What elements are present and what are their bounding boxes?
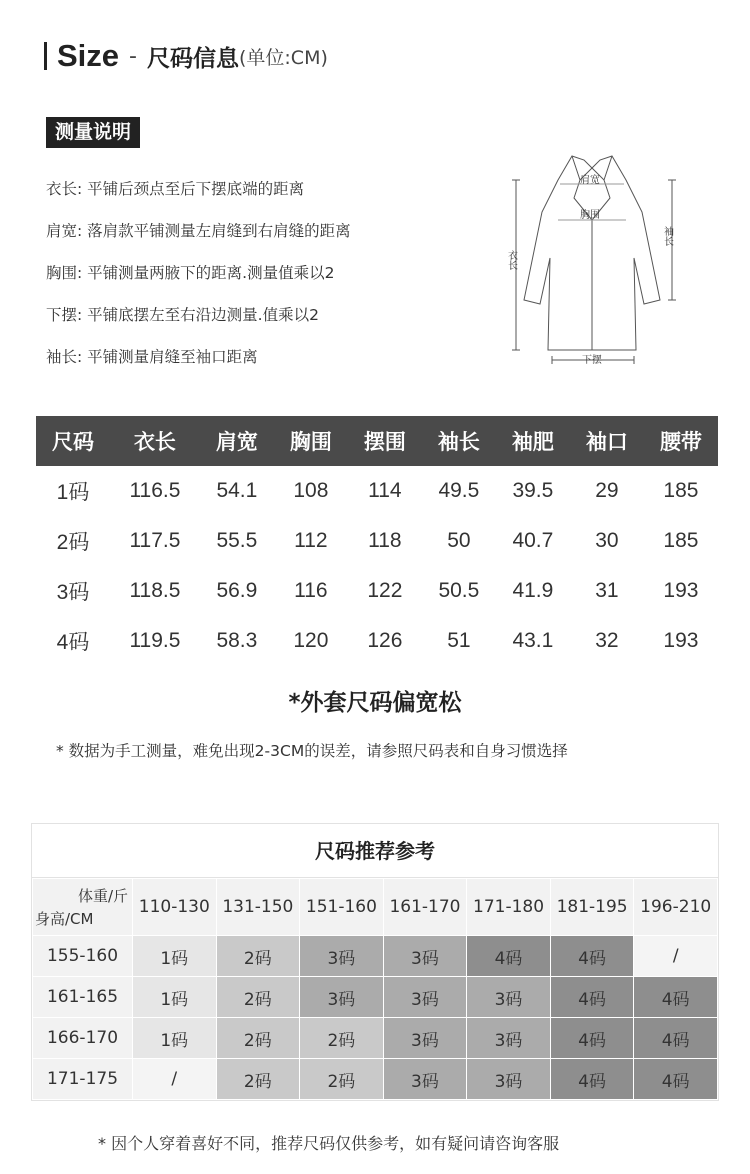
recommend-cell: 4码 (634, 1018, 718, 1059)
diagonal-header-cell (33, 879, 133, 936)
height-range: 166-170 (33, 1018, 133, 1059)
weight-range: 110-130 (133, 879, 217, 936)
table-row (36, 516, 718, 566)
table-cell: 185 (663, 529, 699, 552)
header-dash: - (129, 43, 137, 69)
table-cell: 41.9 (512, 579, 554, 602)
table-cell: 112 (294, 529, 328, 552)
weight-range: 131-150 (216, 879, 300, 936)
table-cell: 30 (595, 529, 619, 552)
table-cell: 193 (663, 629, 699, 652)
header-cell: 胸围 (274, 416, 348, 466)
table-cell: 58.3 (216, 629, 258, 652)
weight-range: 171-180 (467, 879, 551, 936)
diagram-shoulder-label: 肩宽 (580, 175, 600, 186)
recommend-cell: / (133, 1059, 217, 1100)
table-cell: 116.5 (129, 479, 181, 502)
table-cell: 50.5 (438, 579, 480, 602)
page-title: 尺码信息 (146, 45, 239, 72)
header-cell: 袖长 (422, 416, 496, 466)
measure-item: 袖长: 平铺测量肩缝至袖口距离 (46, 348, 258, 366)
recommend-cell: 2码 (300, 1018, 384, 1059)
recommend-row (33, 977, 718, 1018)
table-cell: 119.5 (129, 629, 181, 652)
table-cell: 3码 (56, 581, 90, 604)
size-table-header (36, 416, 718, 466)
measure-item: 下摆: 平铺底摆左至右沿边测量.值乘以2 (46, 306, 319, 324)
header-bar (44, 42, 47, 70)
weight-range: 181-195 (550, 879, 634, 936)
table-cell: 56.9 (216, 579, 258, 602)
height-label: 身高/CM (35, 910, 94, 928)
table-cell: 31 (595, 579, 619, 602)
recommend-cell: 4码 (634, 977, 718, 1018)
recommend-cell: 1码 (133, 1018, 217, 1059)
recommend-cell: 1码 (133, 936, 217, 977)
weight-range: 151-160 (300, 879, 384, 936)
header-cell: 袖口 (570, 416, 644, 466)
recommend-cell: 3码 (467, 1018, 551, 1059)
recommend-header-row (33, 879, 718, 936)
measure-item: 衣长: 平铺后颈点至后下摆底端的距离 (46, 180, 305, 198)
recommend-cell: 3码 (383, 936, 467, 977)
table-cell: 43.1 (512, 629, 554, 652)
recommend-cell: 4码 (550, 1018, 634, 1059)
recommend-cell: 4码 (550, 977, 634, 1018)
page-header (44, 40, 328, 72)
table-cell: 116 (294, 579, 328, 602)
bottom-note: * 因个人穿着喜好不同，推荐尺码仅供参考，如有疑问请咨询客服 (98, 1134, 560, 1153)
table-cell: 51 (447, 629, 471, 652)
table-cell: 29 (595, 479, 619, 502)
diagram-sleeve-label: 袖长 (661, 226, 673, 246)
height-range: 161-165 (33, 977, 133, 1018)
table-cell: 118 (368, 529, 402, 552)
recommend-cell: 2码 (300, 1059, 384, 1100)
diagram-length-label: 衣长 (505, 250, 517, 270)
recommend-cell: 4码 (634, 1059, 718, 1100)
measure-item: 胸围: 平铺测量两腋下的距离.测量值乘以2 (46, 264, 335, 282)
recommend-cell: 2码 (216, 936, 300, 977)
table-cell: 114 (368, 479, 402, 502)
measure-tag: 测量说明 (46, 117, 140, 148)
table-row (36, 566, 718, 616)
table-cell: 39.5 (512, 479, 554, 502)
recommend-table (32, 878, 718, 1100)
error-note: * 数据为手工测量，难免出现2-3CM的误差，请参照尺码表和自身习惯选择 (56, 742, 568, 760)
table-cell: 118.5 (129, 579, 181, 602)
recommend-cell: 3码 (383, 1018, 467, 1059)
recommend-cell: / (634, 936, 718, 977)
unit-label: (单位:CM) (238, 46, 328, 69)
table-cell: 2码 (56, 531, 90, 554)
table-cell: 40.7 (512, 529, 554, 552)
recommend-cell: 3码 (300, 977, 384, 1018)
table-cell: 117.5 (129, 529, 181, 552)
recommend-cell: 4码 (550, 936, 634, 977)
recommend-row (33, 1059, 718, 1100)
table-cell: 49.5 (438, 479, 480, 502)
table-cell: 55.5 (216, 529, 258, 552)
table-row (36, 616, 718, 666)
loose-fit-note: *外套尺码偏宽松 (288, 690, 462, 716)
height-range: 171-175 (33, 1059, 133, 1100)
header-cell: 肩宽 (200, 416, 274, 466)
table-cell: 126 (367, 629, 403, 652)
recommend-cell: 4码 (467, 936, 551, 977)
recommend-cell: 3码 (383, 977, 467, 1018)
recommend-cell: 2码 (216, 1018, 300, 1059)
measure-list (46, 178, 351, 388)
weight-range: 161-170 (383, 879, 467, 936)
table-row (36, 466, 718, 516)
table-cell: 1码 (56, 481, 90, 504)
table-cell: 185 (663, 479, 699, 502)
recommend-row (33, 1018, 718, 1059)
recommend-cell: 2码 (216, 977, 300, 1018)
header-cell: 尺码 (36, 416, 110, 466)
recommend-cell: 2码 (216, 1059, 300, 1100)
recommend-title: 尺码推荐参考 (32, 824, 718, 878)
table-cell: 122 (367, 579, 403, 602)
recommend-cell: 4码 (550, 1059, 634, 1100)
recommend-cell: 3码 (300, 936, 384, 977)
recommend-cell: 3码 (467, 1059, 551, 1100)
diagram-chest-label: 胸围 (580, 210, 600, 221)
measure-item: 肩宽: 落肩款平铺测量左肩缝到右肩缝的距离 (46, 222, 351, 240)
table-cell: 32 (595, 629, 619, 652)
recommend-panel (31, 823, 719, 1101)
recommend-cell: 3码 (383, 1059, 467, 1100)
height-range: 155-160 (33, 936, 133, 977)
recommend-cell: 1码 (133, 977, 217, 1018)
weight-range: 196-210 (634, 879, 718, 936)
header-cell: 腰带 (644, 416, 718, 466)
recommend-cell: 3码 (467, 977, 551, 1018)
header-cell: 衣长 (110, 416, 200, 466)
table-cell: 54.1 (216, 479, 258, 502)
diagram-hem-label: 下摆 (582, 355, 602, 366)
header-cell: 袖肥 (496, 416, 570, 466)
size-table (36, 416, 718, 666)
header-cell: 摆围 (348, 416, 422, 466)
table-cell: 50 (447, 529, 471, 552)
table-cell: 120 (293, 629, 329, 652)
table-cell: 193 (663, 579, 699, 602)
coat-diagram-icon (505, 150, 678, 370)
recommend-row (33, 936, 718, 977)
table-cell: 4码 (56, 631, 90, 654)
size-word: Size (57, 38, 120, 73)
table-cell: 108 (293, 479, 329, 502)
weight-label: 体重/斤 (77, 887, 128, 905)
